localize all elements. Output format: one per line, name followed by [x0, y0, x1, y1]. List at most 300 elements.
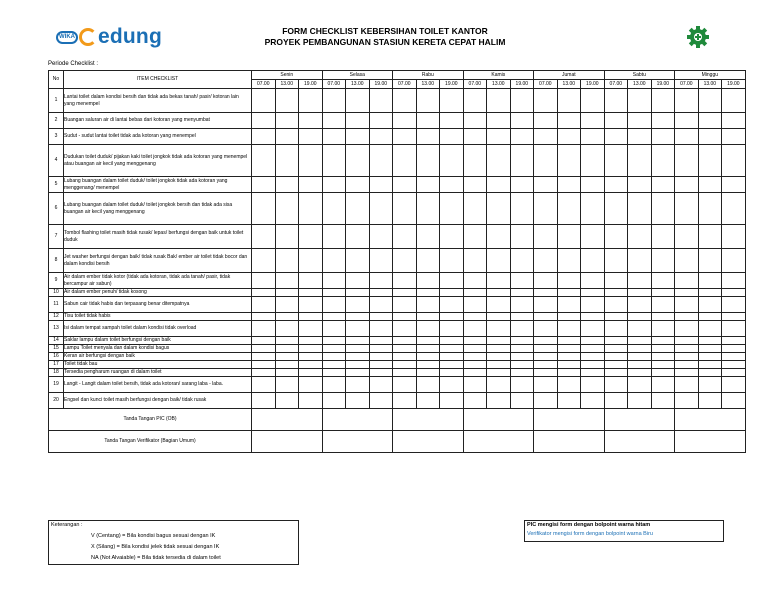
check-cell[interactable]: [557, 273, 581, 289]
check-cell[interactable]: [440, 225, 464, 249]
check-cell[interactable]: [346, 273, 370, 289]
check-cell[interactable]: [252, 321, 276, 337]
check-cell[interactable]: [698, 353, 722, 361]
check-cell[interactable]: [628, 129, 652, 145]
check-cell[interactable]: [510, 297, 534, 313]
check-cell[interactable]: [510, 289, 534, 297]
check-cell[interactable]: [275, 289, 299, 297]
check-cell[interactable]: [651, 321, 675, 337]
check-cell[interactable]: [628, 193, 652, 225]
check-cell[interactable]: [604, 313, 628, 321]
check-cell[interactable]: [557, 321, 581, 337]
check-cell[interactable]: [369, 289, 393, 297]
check-cell[interactable]: [369, 393, 393, 409]
check-cell[interactable]: [487, 289, 511, 297]
check-cell[interactable]: [369, 337, 393, 345]
check-cell[interactable]: [275, 89, 299, 113]
check-cell[interactable]: [722, 369, 746, 377]
check-cell[interactable]: [369, 273, 393, 289]
check-cell[interactable]: [299, 393, 323, 409]
check-cell[interactable]: [557, 377, 581, 393]
check-cell[interactable]: [463, 353, 487, 361]
check-cell[interactable]: [322, 353, 346, 361]
signature-cell[interactable]: [604, 409, 675, 431]
check-cell[interactable]: [299, 273, 323, 289]
check-cell[interactable]: [369, 321, 393, 337]
check-cell[interactable]: [628, 273, 652, 289]
check-cell[interactable]: [651, 313, 675, 321]
check-cell[interactable]: [487, 297, 511, 313]
check-cell[interactable]: [393, 177, 417, 193]
check-cell[interactable]: [299, 89, 323, 113]
check-cell[interactable]: [252, 297, 276, 313]
check-cell[interactable]: [534, 249, 558, 273]
check-cell[interactable]: [487, 369, 511, 377]
check-cell[interactable]: [393, 345, 417, 353]
check-cell[interactable]: [510, 353, 534, 361]
check-cell[interactable]: [369, 297, 393, 313]
check-cell[interactable]: [369, 345, 393, 353]
check-cell[interactable]: [604, 225, 628, 249]
check-cell[interactable]: [651, 377, 675, 393]
check-cell[interactable]: [322, 361, 346, 369]
check-cell[interactable]: [698, 249, 722, 273]
check-cell[interactable]: [722, 273, 746, 289]
check-cell[interactable]: [557, 193, 581, 225]
check-cell[interactable]: [275, 225, 299, 249]
check-cell[interactable]: [369, 225, 393, 249]
check-cell[interactable]: [722, 337, 746, 345]
check-cell[interactable]: [581, 177, 605, 193]
check-cell[interactable]: [487, 129, 511, 145]
check-cell[interactable]: [628, 89, 652, 113]
check-cell[interactable]: [534, 225, 558, 249]
check-cell[interactable]: [651, 337, 675, 345]
check-cell[interactable]: [393, 145, 417, 177]
signature-cell[interactable]: [393, 431, 464, 453]
check-cell[interactable]: [346, 89, 370, 113]
check-cell[interactable]: [416, 337, 440, 345]
check-cell[interactable]: [557, 89, 581, 113]
check-cell[interactable]: [440, 321, 464, 337]
check-cell[interactable]: [534, 337, 558, 345]
check-cell[interactable]: [628, 113, 652, 129]
check-cell[interactable]: [299, 225, 323, 249]
check-cell[interactable]: [487, 145, 511, 177]
check-cell[interactable]: [557, 145, 581, 177]
check-cell[interactable]: [581, 89, 605, 113]
check-cell[interactable]: [463, 113, 487, 129]
check-cell[interactable]: [369, 361, 393, 369]
check-cell[interactable]: [675, 321, 699, 337]
check-cell[interactable]: [322, 377, 346, 393]
check-cell[interactable]: [581, 321, 605, 337]
check-cell[interactable]: [557, 361, 581, 369]
check-cell[interactable]: [369, 145, 393, 177]
check-cell[interactable]: [510, 113, 534, 129]
check-cell[interactable]: [393, 369, 417, 377]
check-cell[interactable]: [322, 289, 346, 297]
check-cell[interactable]: [275, 145, 299, 177]
check-cell[interactable]: [557, 177, 581, 193]
check-cell[interactable]: [416, 89, 440, 113]
check-cell[interactable]: [440, 177, 464, 193]
check-cell[interactable]: [510, 313, 534, 321]
check-cell[interactable]: [487, 345, 511, 353]
check-cell[interactable]: [557, 297, 581, 313]
check-cell[interactable]: [722, 297, 746, 313]
check-cell[interactable]: [252, 177, 276, 193]
check-cell[interactable]: [628, 289, 652, 297]
check-cell[interactable]: [322, 249, 346, 273]
check-cell[interactable]: [510, 345, 534, 353]
check-cell[interactable]: [651, 145, 675, 177]
check-cell[interactable]: [440, 193, 464, 225]
check-cell[interactable]: [440, 297, 464, 313]
check-cell[interactable]: [534, 393, 558, 409]
check-cell[interactable]: [604, 249, 628, 273]
check-cell[interactable]: [534, 273, 558, 289]
signature-cell[interactable]: [252, 409, 323, 431]
check-cell[interactable]: [252, 249, 276, 273]
check-cell[interactable]: [369, 113, 393, 129]
check-cell[interactable]: [675, 313, 699, 321]
check-cell[interactable]: [252, 369, 276, 377]
check-cell[interactable]: [651, 177, 675, 193]
check-cell[interactable]: [698, 313, 722, 321]
check-cell[interactable]: [722, 289, 746, 297]
check-cell[interactable]: [557, 345, 581, 353]
check-cell[interactable]: [510, 225, 534, 249]
check-cell[interactable]: [534, 369, 558, 377]
check-cell[interactable]: [275, 297, 299, 313]
check-cell[interactable]: [275, 393, 299, 409]
check-cell[interactable]: [698, 129, 722, 145]
check-cell[interactable]: [651, 193, 675, 225]
check-cell[interactable]: [322, 273, 346, 289]
check-cell[interactable]: [487, 337, 511, 345]
check-cell[interactable]: [651, 225, 675, 249]
check-cell[interactable]: [252, 393, 276, 409]
check-cell[interactable]: [393, 321, 417, 337]
check-cell[interactable]: [487, 225, 511, 249]
check-cell[interactable]: [393, 89, 417, 113]
check-cell[interactable]: [346, 345, 370, 353]
check-cell[interactable]: [463, 289, 487, 297]
check-cell[interactable]: [299, 345, 323, 353]
check-cell[interactable]: [346, 289, 370, 297]
check-cell[interactable]: [463, 345, 487, 353]
check-cell[interactable]: [463, 361, 487, 369]
check-cell[interactable]: [416, 377, 440, 393]
check-cell[interactable]: [440, 273, 464, 289]
check-cell[interactable]: [252, 377, 276, 393]
check-cell[interactable]: [581, 377, 605, 393]
check-cell[interactable]: [510, 89, 534, 113]
check-cell[interactable]: [299, 361, 323, 369]
check-cell[interactable]: [440, 313, 464, 321]
check-cell[interactable]: [252, 129, 276, 145]
check-cell[interactable]: [463, 337, 487, 345]
check-cell[interactable]: [346, 369, 370, 377]
check-cell[interactable]: [487, 89, 511, 113]
check-cell[interactable]: [416, 225, 440, 249]
check-cell[interactable]: [416, 129, 440, 145]
signature-cell[interactable]: [604, 431, 675, 453]
check-cell[interactable]: [675, 337, 699, 345]
check-cell[interactable]: [487, 377, 511, 393]
check-cell[interactable]: [675, 249, 699, 273]
check-cell[interactable]: [604, 337, 628, 345]
check-cell[interactable]: [346, 297, 370, 313]
check-cell[interactable]: [698, 273, 722, 289]
signature-cell[interactable]: [322, 431, 393, 453]
check-cell[interactable]: [322, 113, 346, 129]
check-cell[interactable]: [722, 393, 746, 409]
check-cell[interactable]: [698, 145, 722, 177]
check-cell[interactable]: [252, 289, 276, 297]
check-cell[interactable]: [322, 145, 346, 177]
check-cell[interactable]: [393, 313, 417, 321]
check-cell[interactable]: [628, 377, 652, 393]
check-cell[interactable]: [628, 297, 652, 313]
signature-cell[interactable]: [252, 431, 323, 453]
check-cell[interactable]: [675, 361, 699, 369]
check-cell[interactable]: [369, 249, 393, 273]
check-cell[interactable]: [416, 289, 440, 297]
check-cell[interactable]: [463, 273, 487, 289]
signature-cell[interactable]: [534, 431, 605, 453]
check-cell[interactable]: [722, 129, 746, 145]
check-cell[interactable]: [722, 177, 746, 193]
check-cell[interactable]: [275, 273, 299, 289]
check-cell[interactable]: [322, 297, 346, 313]
check-cell[interactable]: [252, 193, 276, 225]
check-cell[interactable]: [275, 313, 299, 321]
check-cell[interactable]: [628, 177, 652, 193]
check-cell[interactable]: [252, 113, 276, 129]
check-cell[interactable]: [604, 145, 628, 177]
check-cell[interactable]: [416, 321, 440, 337]
check-cell[interactable]: [722, 313, 746, 321]
check-cell[interactable]: [698, 89, 722, 113]
check-cell[interactable]: [510, 377, 534, 393]
check-cell[interactable]: [651, 129, 675, 145]
check-cell[interactable]: [698, 177, 722, 193]
check-cell[interactable]: [299, 193, 323, 225]
check-cell[interactable]: [346, 313, 370, 321]
check-cell[interactable]: [675, 145, 699, 177]
check-cell[interactable]: [463, 225, 487, 249]
check-cell[interactable]: [440, 113, 464, 129]
check-cell[interactable]: [416, 113, 440, 129]
check-cell[interactable]: [698, 393, 722, 409]
check-cell[interactable]: [534, 361, 558, 369]
check-cell[interactable]: [510, 129, 534, 145]
check-cell[interactable]: [581, 113, 605, 129]
check-cell[interactable]: [440, 145, 464, 177]
check-cell[interactable]: [604, 289, 628, 297]
check-cell[interactable]: [675, 273, 699, 289]
check-cell[interactable]: [369, 313, 393, 321]
check-cell[interactable]: [698, 377, 722, 393]
check-cell[interactable]: [440, 337, 464, 345]
check-cell[interactable]: [604, 369, 628, 377]
check-cell[interactable]: [346, 377, 370, 393]
check-cell[interactable]: [534, 353, 558, 361]
check-cell[interactable]: [675, 225, 699, 249]
check-cell[interactable]: [393, 289, 417, 297]
check-cell[interactable]: [299, 249, 323, 273]
check-cell[interactable]: [581, 249, 605, 273]
check-cell[interactable]: [275, 353, 299, 361]
check-cell[interactable]: [628, 313, 652, 321]
check-cell[interactable]: [275, 177, 299, 193]
check-cell[interactable]: [651, 113, 675, 129]
check-cell[interactable]: [369, 353, 393, 361]
check-cell[interactable]: [252, 313, 276, 321]
check-cell[interactable]: [581, 345, 605, 353]
check-cell[interactable]: [322, 225, 346, 249]
check-cell[interactable]: [393, 297, 417, 313]
signature-cell[interactable]: [463, 409, 534, 431]
check-cell[interactable]: [463, 249, 487, 273]
check-cell[interactable]: [252, 353, 276, 361]
check-cell[interactable]: [581, 313, 605, 321]
check-cell[interactable]: [722, 113, 746, 129]
check-cell[interactable]: [698, 337, 722, 345]
check-cell[interactable]: [722, 345, 746, 353]
check-cell[interactable]: [675, 113, 699, 129]
check-cell[interactable]: [299, 289, 323, 297]
signature-cell[interactable]: [675, 431, 746, 453]
check-cell[interactable]: [416, 393, 440, 409]
check-cell[interactable]: [252, 145, 276, 177]
check-cell[interactable]: [463, 321, 487, 337]
check-cell[interactable]: [534, 89, 558, 113]
check-cell[interactable]: [510, 369, 534, 377]
check-cell[interactable]: [534, 145, 558, 177]
check-cell[interactable]: [369, 89, 393, 113]
check-cell[interactable]: [675, 345, 699, 353]
check-cell[interactable]: [416, 369, 440, 377]
check-cell[interactable]: [416, 177, 440, 193]
check-cell[interactable]: [369, 377, 393, 393]
check-cell[interactable]: [487, 113, 511, 129]
check-cell[interactable]: [369, 177, 393, 193]
check-cell[interactable]: [440, 249, 464, 273]
check-cell[interactable]: [628, 361, 652, 369]
check-cell[interactable]: [252, 345, 276, 353]
check-cell[interactable]: [322, 313, 346, 321]
check-cell[interactable]: [463, 393, 487, 409]
check-cell[interactable]: [275, 193, 299, 225]
check-cell[interactable]: [581, 369, 605, 377]
check-cell[interactable]: [651, 89, 675, 113]
check-cell[interactable]: [510, 321, 534, 337]
check-cell[interactable]: [510, 193, 534, 225]
check-cell[interactable]: [604, 129, 628, 145]
check-cell[interactable]: [557, 313, 581, 321]
check-cell[interactable]: [416, 273, 440, 289]
check-cell[interactable]: [346, 393, 370, 409]
check-cell[interactable]: [487, 273, 511, 289]
check-cell[interactable]: [275, 113, 299, 129]
check-cell[interactable]: [651, 393, 675, 409]
check-cell[interactable]: [675, 89, 699, 113]
check-cell[interactable]: [440, 89, 464, 113]
check-cell[interactable]: [581, 337, 605, 345]
check-cell[interactable]: [581, 225, 605, 249]
check-cell[interactable]: [698, 289, 722, 297]
check-cell[interactable]: [675, 353, 699, 361]
check-cell[interactable]: [322, 89, 346, 113]
check-cell[interactable]: [510, 361, 534, 369]
check-cell[interactable]: [416, 345, 440, 353]
check-cell[interactable]: [628, 369, 652, 377]
check-cell[interactable]: [510, 393, 534, 409]
check-cell[interactable]: [557, 393, 581, 409]
check-cell[interactable]: [440, 345, 464, 353]
check-cell[interactable]: [581, 145, 605, 177]
check-cell[interactable]: [557, 129, 581, 145]
check-cell[interactable]: [487, 193, 511, 225]
check-cell[interactable]: [416, 145, 440, 177]
check-cell[interactable]: [299, 129, 323, 145]
check-cell[interactable]: [487, 353, 511, 361]
check-cell[interactable]: [651, 273, 675, 289]
check-cell[interactable]: [299, 353, 323, 361]
check-cell[interactable]: [346, 353, 370, 361]
check-cell[interactable]: [346, 225, 370, 249]
check-cell[interactable]: [675, 369, 699, 377]
check-cell[interactable]: [581, 129, 605, 145]
check-cell[interactable]: [722, 145, 746, 177]
check-cell[interactable]: [675, 193, 699, 225]
check-cell[interactable]: [722, 353, 746, 361]
signature-cell[interactable]: [393, 409, 464, 431]
check-cell[interactable]: [299, 113, 323, 129]
check-cell[interactable]: [510, 145, 534, 177]
check-cell[interactable]: [675, 297, 699, 313]
check-cell[interactable]: [534, 113, 558, 129]
check-cell[interactable]: [604, 393, 628, 409]
check-cell[interactable]: [322, 337, 346, 345]
check-cell[interactable]: [651, 369, 675, 377]
check-cell[interactable]: [557, 289, 581, 297]
check-cell[interactable]: [299, 337, 323, 345]
check-cell[interactable]: [534, 129, 558, 145]
check-cell[interactable]: [628, 321, 652, 337]
check-cell[interactable]: [275, 345, 299, 353]
check-cell[interactable]: [698, 193, 722, 225]
check-cell[interactable]: [604, 89, 628, 113]
check-cell[interactable]: [463, 297, 487, 313]
check-cell[interactable]: [675, 289, 699, 297]
check-cell[interactable]: [393, 225, 417, 249]
check-cell[interactable]: [722, 89, 746, 113]
check-cell[interactable]: [698, 345, 722, 353]
check-cell[interactable]: [557, 353, 581, 361]
check-cell[interactable]: [581, 361, 605, 369]
check-cell[interactable]: [651, 297, 675, 313]
check-cell[interactable]: [534, 289, 558, 297]
check-cell[interactable]: [322, 321, 346, 337]
check-cell[interactable]: [463, 377, 487, 393]
check-cell[interactable]: [487, 361, 511, 369]
check-cell[interactable]: [510, 273, 534, 289]
check-cell[interactable]: [581, 193, 605, 225]
